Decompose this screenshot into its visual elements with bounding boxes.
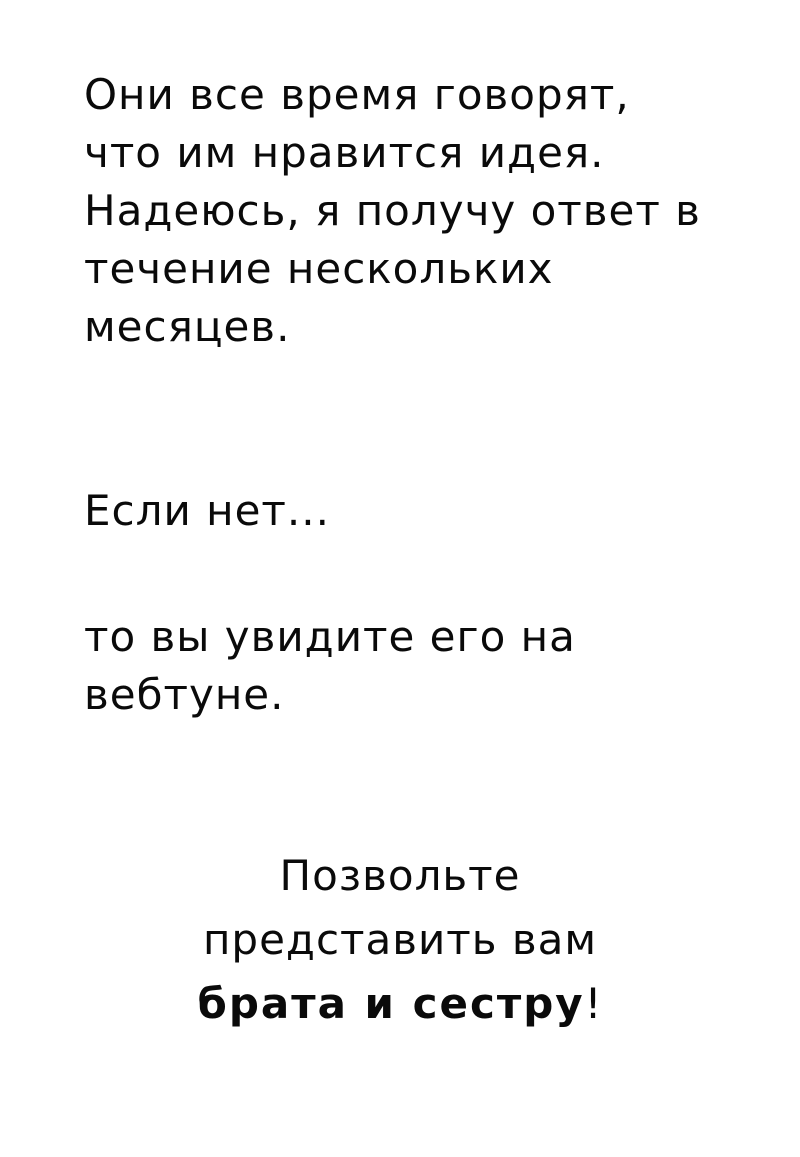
text-line: вебтуне. bbox=[84, 670, 285, 719]
text-line: что им нравится идея. bbox=[84, 128, 605, 177]
text-line: течение нескольких bbox=[84, 244, 554, 293]
closing-emphasis-line bbox=[0, 972, 800, 1036]
paragraph-if-not bbox=[84, 482, 330, 540]
text-line: Позвольте bbox=[279, 851, 521, 900]
text-line: то вы увидите его на bbox=[84, 612, 576, 661]
text-line: Если нет... bbox=[84, 486, 330, 535]
paragraph-intro bbox=[84, 66, 701, 356]
exclamation-mark: ! bbox=[584, 979, 603, 1028]
bold-title: брата и сестру bbox=[197, 979, 585, 1028]
closing-announcement bbox=[0, 844, 800, 1036]
paragraph-webtoon bbox=[84, 608, 576, 724]
text-line: Надеюсь, я получу ответ в bbox=[84, 186, 701, 235]
text-line: Они все время говорят, bbox=[84, 70, 630, 119]
text-line: представить вам bbox=[202, 915, 598, 964]
text-line: месяцев. bbox=[84, 302, 291, 351]
